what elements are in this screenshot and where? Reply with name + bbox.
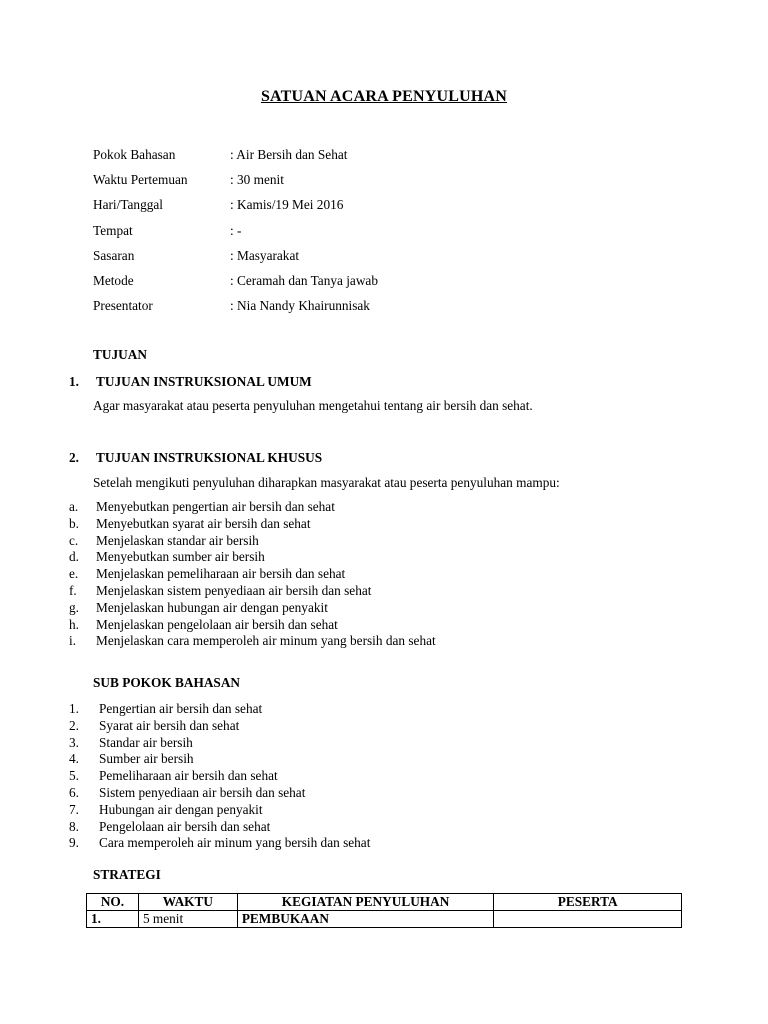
info-value: : Kamis/19 Mei 2016	[230, 197, 344, 213]
column-header-kegiatan: KEGIATAN PENYULUHAN	[237, 894, 494, 911]
list-text: Menjelaskan hubungan air dengan penyakit	[96, 599, 328, 615]
info-label: Sasaran	[93, 247, 135, 263]
info-row	[93, 222, 378, 247]
list-text: Pengertian air bersih dan sehat	[99, 701, 263, 716]
list-text: Syarat air bersih dan sehat	[99, 717, 240, 733]
info-value: : -	[230, 222, 242, 238]
list-text: Pengelolaan air bersih dan sehat	[99, 818, 271, 834]
cell-peserta	[494, 911, 682, 928]
table-row	[87, 911, 682, 928]
tik-intro: Setelah mengikuti penyuluhan diharapkan masyarakat atau peserta penyuluhan mampu:	[93, 475, 560, 490]
list-marker: 5.	[69, 768, 79, 784]
list-text: Menjelaskan pemeliharaan air bersih dan sehat	[96, 566, 346, 582]
list-text: Pemeliharaan air bersih dan sehat	[99, 768, 278, 784]
info-block	[93, 146, 378, 322]
column-header-peserta: PESERTA	[494, 894, 682, 911]
info-label: Waktu Pertemuan	[93, 172, 188, 188]
info-value: : Nia Nandy Khairunnisak	[230, 298, 370, 314]
list-text: Menjelaskan sistem penyediaan air bersih dan sehat	[96, 582, 372, 598]
list-text: Menjelaskan pengelolaan air bersih dan sehat	[96, 616, 338, 632]
strategi-heading: STRATEGI	[93, 867, 161, 882]
info-row	[93, 146, 378, 171]
list-text: Menyebutkan syarat air bersih dan sehat	[96, 515, 311, 531]
info-label: Metode	[93, 272, 134, 288]
list-marker: e.	[69, 566, 79, 582]
info-label: Presentator	[93, 298, 153, 314]
list-marker: 9.	[69, 835, 79, 851]
tik-number: 2.	[69, 450, 79, 465]
list-marker: 3.	[69, 734, 79, 750]
list-text: Standar air bersih	[99, 734, 193, 750]
list-marker: c.	[69, 532, 79, 548]
list-marker: 2.	[69, 717, 79, 733]
list-marker: 1.	[69, 701, 79, 716]
list-marker: d.	[69, 549, 79, 565]
list-marker: b.	[69, 515, 79, 531]
info-label: Tempat	[93, 222, 133, 238]
tiu-number: 1.	[69, 374, 79, 389]
list-text: Hubungan air dengan penyakit	[99, 801, 263, 817]
list-text: Menjelaskan standar air bersih	[96, 532, 259, 548]
list-marker: a.	[69, 499, 79, 514]
info-row	[93, 171, 378, 196]
info-value: : Ceramah dan Tanya jawab	[230, 272, 378, 288]
list-marker: 4.	[69, 751, 79, 767]
tik-heading: TUJUAN INSTRUKSIONAL KHUSUS	[96, 450, 323, 465]
list-text: Cara memperoleh air minum yang bersih dan sehat	[99, 835, 371, 851]
list-marker: 6.	[69, 784, 79, 800]
info-row	[93, 247, 378, 272]
list-text: Menyebutkan pengertian air bersih dan sehat	[96, 499, 335, 514]
list-text: Menyebutkan sumber air bersih	[96, 549, 265, 565]
info-row	[93, 297, 378, 322]
tujuan-heading: TUJUAN	[93, 347, 147, 362]
info-value: : Air Bersih dan Sehat	[230, 147, 348, 162]
sub-pokok-heading: SUB POKOK BAHASAN	[93, 675, 241, 690]
document-title: SATUAN ACARA PENYULUHAN	[260, 88, 508, 105]
list-marker: h.	[69, 616, 79, 632]
column-header-no: NO.	[87, 894, 139, 911]
table-header-row	[87, 894, 682, 911]
list-text: Sumber air bersih	[99, 751, 194, 767]
tiu-heading: TUJUAN INSTRUKSIONAL UMUM	[96, 374, 312, 389]
cell-waktu: 5 menit	[138, 911, 237, 928]
list-marker: f.	[69, 582, 77, 598]
strategi-table	[86, 893, 682, 928]
list-marker: g.	[69, 599, 79, 615]
info-row	[93, 272, 378, 297]
info-value: : Masyarakat	[230, 247, 300, 263]
list-text: Sistem penyediaan air bersih dan sehat	[99, 784, 306, 800]
column-header-waktu: WAKTU	[138, 894, 237, 911]
list-marker: i.	[69, 633, 77, 649]
info-value: : 30 menit	[230, 172, 284, 188]
info-label: Pokok Bahasan	[93, 147, 176, 162]
cell-kegiatan: PEMBUKAAN	[237, 911, 494, 928]
list-marker: 7.	[69, 801, 79, 817]
list-text: Menjelaskan cara memperoleh air minum yang bersih dan sehat	[96, 633, 436, 649]
info-label: Hari/Tanggal	[93, 197, 163, 213]
tiu-text: Agar masyarakat atau peserta penyuluhan mengetahui tentang air bersih dan sehat.	[93, 398, 533, 413]
list-marker: 8.	[69, 818, 79, 834]
cell-no: 1.	[87, 911, 139, 928]
info-row	[93, 196, 378, 221]
